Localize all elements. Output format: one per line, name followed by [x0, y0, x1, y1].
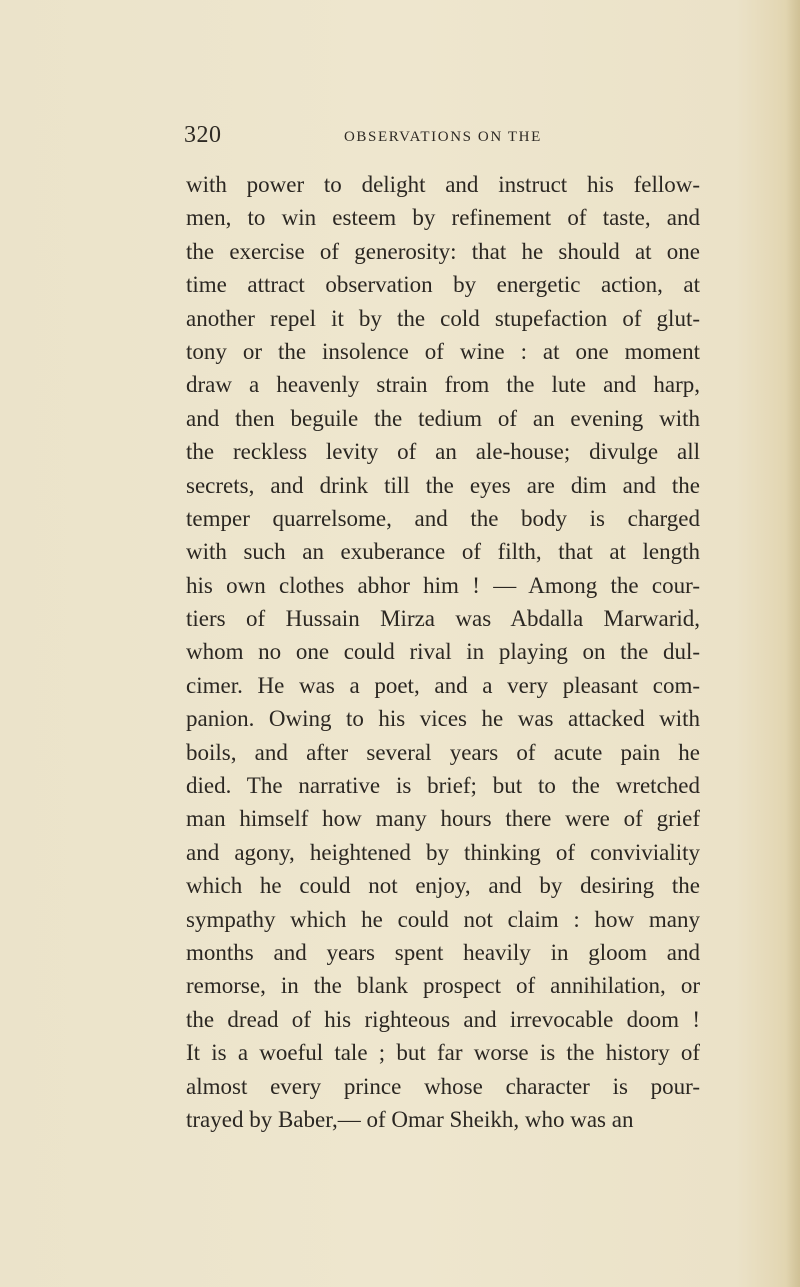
- text-line: men, to win esteem by refinement of taste, and: [186, 205, 700, 231]
- text-line: panion. Owing to his vices he was attacked with: [186, 706, 700, 732]
- text-line: draw a heavenly strain from the lute and harp,: [186, 372, 700, 398]
- text-line: tony or the insolence of wine : at one moment: [186, 338, 700, 364]
- text-line: whom no one could rival in playing on the dul-: [186, 639, 700, 665]
- text-line: the exercise of generosity: that he should at one: [186, 238, 700, 264]
- text-line: time attract observation by energetic action, at: [186, 272, 700, 298]
- text-line: which he could not enjoy, and by desiring the: [186, 873, 700, 899]
- text-line: his own clothes abhor him ! — Among the cour-: [186, 572, 700, 598]
- page-edge-shadow: [786, 0, 800, 1287]
- page-header: [0, 120, 800, 150]
- text-line: remorse, in the blank prospect of annihilation, or: [186, 973, 700, 999]
- text-line: It is a woeful tale ; but far worse is the history of: [186, 1040, 700, 1066]
- text-line: temper quarrelsome, and the body is charged: [186, 505, 700, 531]
- text-line: secrets, and drink till the eyes are dim and the: [186, 472, 700, 498]
- text-line: with such an exuberance of filth, that at length: [186, 539, 700, 565]
- running-head: OBSERVATIONS ON THE: [344, 129, 542, 145]
- text-line: almost every prince whose character is pour-: [186, 1073, 700, 1099]
- text-line: tiers of Hussain Mirza was Abdalla Marwarid,: [186, 606, 700, 632]
- text-line: the dread of his righteous and irrevocable doom !: [186, 1006, 700, 1032]
- page-number: 320: [184, 122, 222, 148]
- text-line: months and years spent heavily in gloom and: [186, 939, 700, 965]
- text-line: man himself how many hours there were of grief: [186, 806, 700, 832]
- text-line: and agony, heightened by thinking of conviviality: [186, 839, 700, 865]
- body-text: [186, 168, 700, 1136]
- text-line: with power to delight and instruct his fellow-: [186, 172, 700, 197]
- text-line: another repel it by the cold stupefaction of glut-: [186, 305, 700, 331]
- text-line: sympathy which he could not claim : how many: [186, 906, 700, 932]
- text-line: the reckless levity of an ale-house; divulge all: [186, 439, 700, 465]
- text-line: trayed by Baber,— of Omar Sheikh, who was an: [186, 1106, 634, 1132]
- text-line: died. The narrative is brief; but to the wretched: [186, 773, 700, 799]
- text-line: boils, and after several years of acute pain he: [186, 739, 700, 765]
- text-line: cimer. He was a poet, and a very pleasant com-: [186, 672, 700, 698]
- text-line: and then beguile the tedium of an evening with: [186, 405, 700, 431]
